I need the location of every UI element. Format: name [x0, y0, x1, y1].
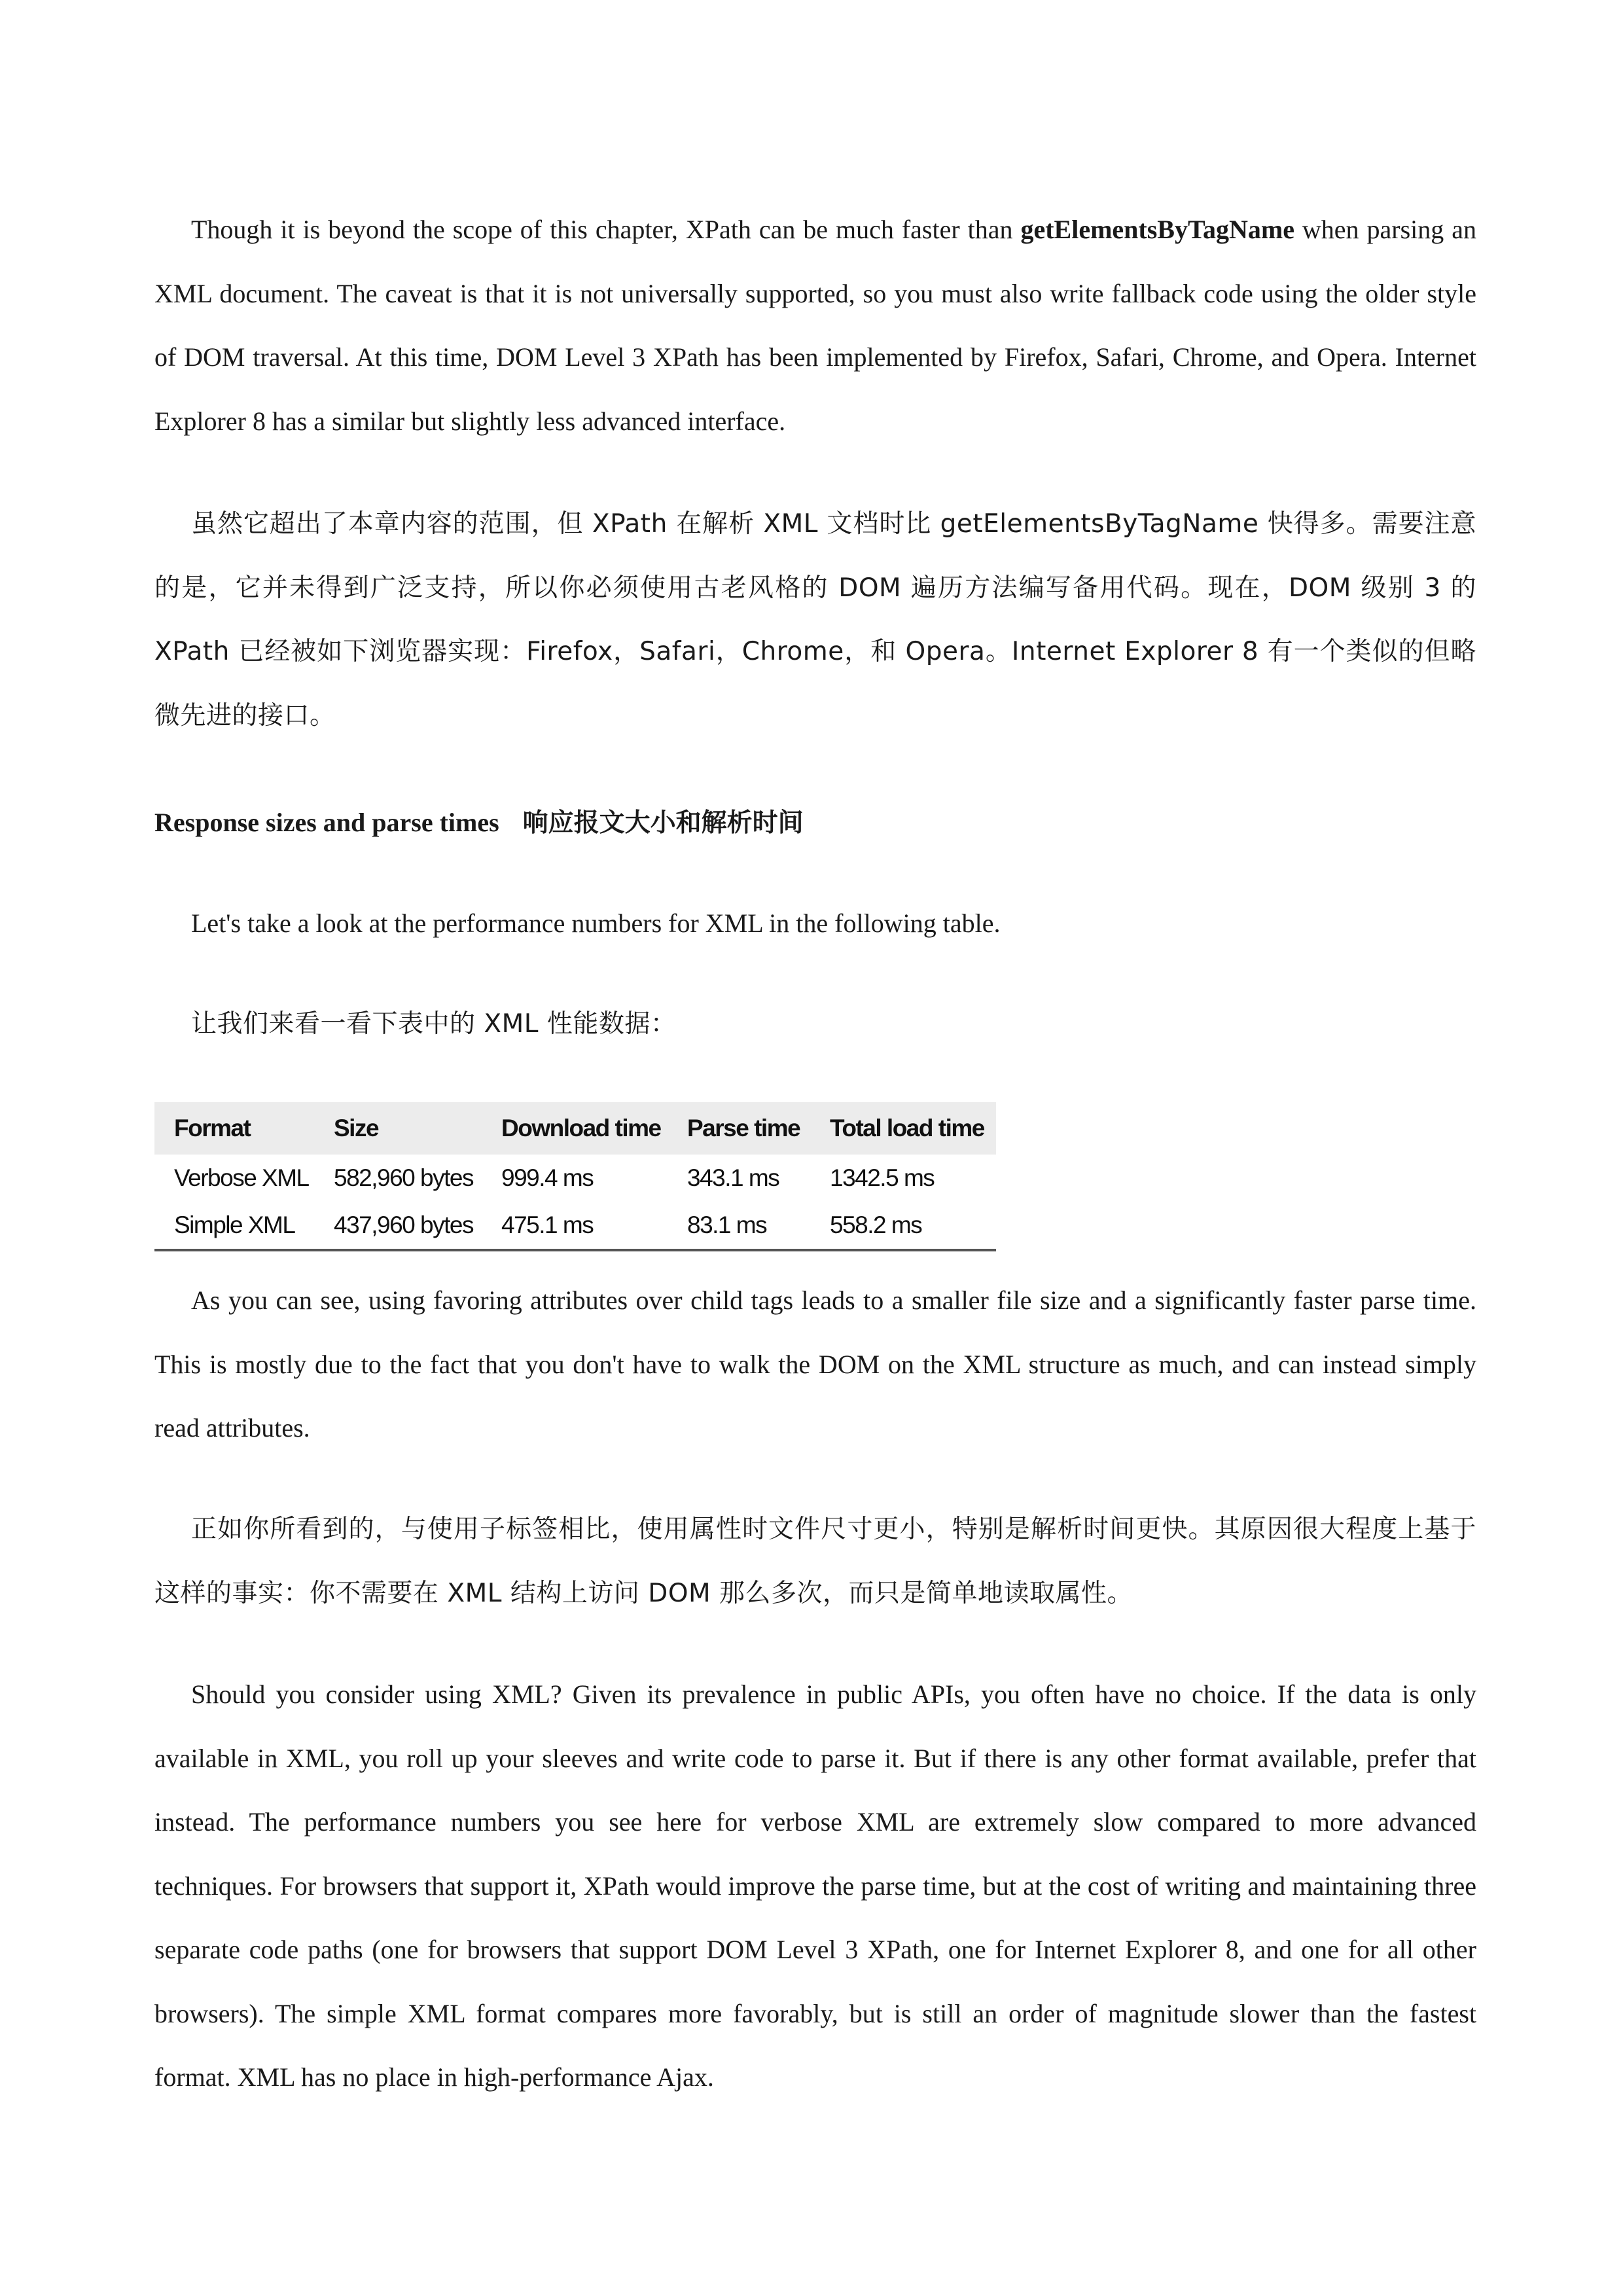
- paragraph-xpath-zh: 虽然它超出了本章内容的范围，但 XPath 在解析 XML 文档时比 getElementsByTagName 快得多。需要注意的是，它并未得到广泛支持，所以你必须使用古老风格的 DOM 遍历方法编写备用代码。现在，DOM 级别 3 的 XPath 已经被如下浏览器实现：Firefox，Safari，Chrome，和 Opera。Internet Explorer 8 有一个类似的但略微先进的接口。: [154, 509, 1476, 730]
- header-total-load-time: Total load time: [810, 1102, 996, 1155]
- paragraph-should-en: Should you consider using XML? Given its prevalence in public APIs, you often have no choice. If the data is only available in XML, you roll up your sleeves and write code to parse it. But if there is any other format available, prefer that instead. The performance numbers you see here for verbose XML are extremely slow compared to more advanced techniques. For browsers that support it, XPath would improve the parse time, but at the cost of writing and maintaining three separate code paths (one for browsers that support DOM Level 3 XPath, one for Internet Explorer 8, and one for all other browsers). The simple XML format compares more favorably, but is still an order of magnitude slower than the fastest format. XML has no place in high-performance Ajax.: [154, 1679, 1476, 2092]
- table-header-row: [154, 1102, 996, 1155]
- header-format: Format: [154, 1102, 314, 1155]
- table-cell: 558.2 ms: [810, 1202, 996, 1250]
- table-cell: Verbose XML: [174, 1164, 309, 1191]
- table-cell: 1342.5 ms: [830, 1164, 935, 1191]
- table-cell: 437,960 bytes: [314, 1202, 482, 1250]
- table-cell: 343.1 ms: [687, 1164, 779, 1191]
- section-heading: [154, 791, 804, 855]
- header-parse-time: Parse time: [668, 1102, 810, 1155]
- paragraph-xpath-en: [154, 198, 1476, 453]
- heading-chinese: 响应报文大小和解析时间: [522, 808, 804, 838]
- paragraph-text: when parsing an XML document. The caveat is that it is not universally supported, so you must also write fallback code using the older style of DOM traversal. At this time, DOM Level 3 XPath has been implemented by Firefox, Safari, Chrome, and Opera. Internet Explorer 8 has a similar but slightly less advanced interface.: [154, 215, 1476, 436]
- table-row: [154, 1155, 996, 1202]
- paragraph-see-zh: 正如你所看到的，与使用子标签相比，使用属性时文件尺寸更小，特别是解析时间更快。其原因很大程度上基于这样的事实：你不需要在 XML 结构上访问 DOM 那么多次，而只是简单地读取属性。: [154, 1515, 1476, 1608]
- paragraph-text: Though it is beyond the scope of this chapter, XPath can be much faster than: [191, 215, 1021, 244]
- header-download-time: Download time: [482, 1102, 668, 1155]
- bold-term-getelementsbytagname: getElementsByTagName: [1020, 215, 1294, 244]
- table-cell: 475.1 ms: [482, 1202, 668, 1250]
- table-cell: Simple XML: [154, 1202, 314, 1250]
- table-cell: 999.4 ms: [501, 1164, 594, 1191]
- paragraph-see-en: As you can see, using favoring attributes over child tags leads to a smaller file size and a significantly faster parse time. This is mostly due to the fact that you don't have to walk the DOM on the XML structure as much, and can instead simply read attributes.: [154, 1285, 1476, 1443]
- table-cell: 582,960 bytes: [334, 1164, 473, 1191]
- xml-performance-table: [154, 1102, 996, 1251]
- heading-english: Response sizes and parse times: [154, 808, 499, 837]
- paragraph-look-en: Let's take a look at the performance numbers for XML in the following table.: [191, 908, 1001, 938]
- table-cell: 83.1 ms: [668, 1202, 810, 1250]
- table-row: [154, 1202, 996, 1250]
- paragraph-look-zh: 让我们来看一看下表中的 XML 性能数据：: [191, 1009, 677, 1039]
- header-size: Size: [314, 1102, 482, 1155]
